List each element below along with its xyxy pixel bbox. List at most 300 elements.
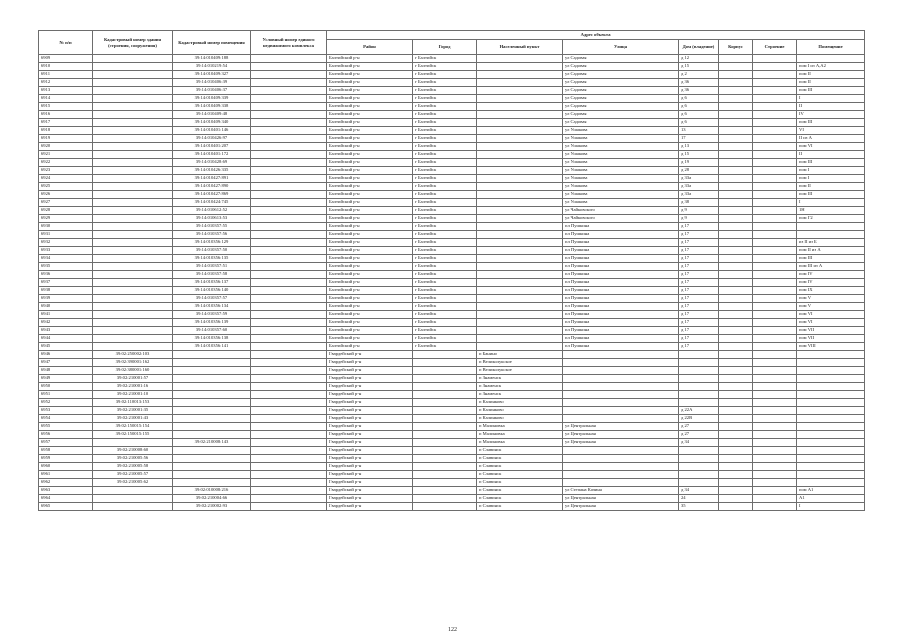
cell-dom: д 17: [679, 287, 719, 295]
cell-num: 6950: [39, 383, 93, 391]
cell-kad-building: [93, 343, 173, 351]
cell-korpus: [719, 439, 753, 447]
cell-gorod: г Балтийск: [413, 255, 477, 263]
cell-pomeshchenie: пом I из А,А2: [797, 63, 865, 71]
cell-num: 6916: [39, 111, 93, 119]
cell-kad-room: 39:14:010401:146: [173, 127, 251, 135]
cell-num: 6956: [39, 431, 93, 439]
cell-cond-complex: [251, 407, 327, 415]
cell-cond-complex: [251, 431, 327, 439]
cell-stroenie: [753, 159, 797, 167]
cell-korpus: [719, 215, 753, 223]
cell-korpus: [719, 143, 753, 151]
cell-ulitsa: пл Пушкина: [563, 295, 679, 303]
cell-kad-building: 39:02:210005:58: [93, 463, 173, 471]
cell-korpus: [719, 343, 753, 351]
cell-pomeshchenie: пом III из А: [797, 263, 865, 271]
cell-rayon: Гвардейский р-н: [327, 463, 413, 471]
cell-rayon: Балтийский р-н: [327, 207, 413, 215]
cell-korpus: [719, 127, 753, 135]
cell-np: п Славинск: [477, 463, 563, 471]
cell-ulitsa: пл Пушкина: [563, 287, 679, 295]
cell-pomeshchenie: [797, 375, 865, 383]
cell-np: п Знаменск: [477, 391, 563, 399]
cell-kad-room: 39:14:010357:60: [173, 327, 251, 335]
cell-rayon: Балтийский р-н: [327, 71, 413, 79]
cell-kad-building: [93, 191, 173, 199]
cell-np: п Великолукское: [477, 367, 563, 375]
table-row: [39, 71, 865, 79]
cell-rayon: Балтийский р-н: [327, 63, 413, 71]
cell-ulitsa: пл Пушкина: [563, 335, 679, 343]
cell-num: 6933: [39, 247, 93, 255]
cell-pomeshchenie: [797, 383, 865, 391]
cell-np: п Великолукское: [477, 359, 563, 367]
header-ulitsa: Улица: [563, 40, 679, 55]
cell-ulitsa: ул Ушакова: [563, 127, 679, 135]
cell-dom: д 17: [679, 223, 719, 231]
cell-ulitsa: ул Ушакова: [563, 183, 679, 191]
cell-korpus: [719, 199, 753, 207]
cell-ulitsa: пл Пушкина: [563, 279, 679, 287]
cell-korpus: [719, 423, 753, 431]
cell-dom: д 36: [679, 79, 719, 87]
table-row: [39, 367, 865, 375]
header-pomeshchenie: Помещение: [797, 40, 865, 55]
cell-ulitsa: ул Центральная: [563, 503, 679, 511]
table-row: [39, 423, 865, 431]
cell-rayon: Гвардейский р-н: [327, 455, 413, 463]
cell-cond-complex: [251, 159, 327, 167]
cell-rayon: Балтийский р-н: [327, 183, 413, 191]
cell-rayon: Балтийский р-н: [327, 303, 413, 311]
cell-num: 6939: [39, 295, 93, 303]
cell-ulitsa: ул Ушакова: [563, 135, 679, 143]
cell-ulitsa: [563, 359, 679, 367]
cell-kad-room: 39:02:210002:93: [173, 503, 251, 511]
cell-kad-room: [173, 479, 251, 487]
cell-kad-room: 39:14:010357:58: [173, 271, 251, 279]
cell-gorod: г Балтийск: [413, 199, 477, 207]
cell-dom: д 34: [679, 439, 719, 447]
cell-dom: [679, 471, 719, 479]
cell-ulitsa: [563, 479, 679, 487]
cell-dom: [679, 367, 719, 375]
cell-np: [477, 175, 563, 183]
cell-korpus: [719, 455, 753, 463]
cell-korpus: [719, 55, 753, 63]
cell-stroenie: [753, 151, 797, 159]
cell-dom: д 33а: [679, 191, 719, 199]
cell-gorod: г Балтийск: [413, 175, 477, 183]
cell-kad-room: 39:14:010428:69: [173, 159, 251, 167]
cell-gorod: [413, 463, 477, 471]
table-row: [39, 303, 865, 311]
cell-korpus: [719, 119, 753, 127]
cell-cond-complex: [251, 295, 327, 303]
cell-kad-building: [93, 151, 173, 159]
cell-stroenie: [753, 71, 797, 79]
cell-num: 6938: [39, 287, 93, 295]
cell-num: 6921: [39, 151, 93, 159]
cell-stroenie: [753, 119, 797, 127]
cell-np: [477, 263, 563, 271]
table-row: [39, 231, 865, 239]
cell-gorod: [413, 391, 477, 399]
cell-kad-building: [93, 495, 173, 503]
cell-cond-complex: [251, 375, 327, 383]
cell-gorod: г Балтийск: [413, 111, 477, 119]
cell-kad-room: 39:02:010008:216: [173, 487, 251, 495]
cell-dom: д 36: [679, 87, 719, 95]
cell-cond-complex: [251, 87, 327, 95]
cell-korpus: [719, 279, 753, 287]
cell-kad-building: [93, 311, 173, 319]
header-dom: Дом (владение): [679, 40, 719, 55]
cell-dom: д 27: [679, 431, 719, 439]
cell-num: 6931: [39, 231, 93, 239]
cell-dom: [679, 479, 719, 487]
cell-kad-building: [93, 71, 173, 79]
cell-np: [477, 231, 563, 239]
cell-korpus: [719, 79, 753, 87]
cell-np: п Славинск: [477, 487, 563, 495]
cell-gorod: г Балтийск: [413, 215, 477, 223]
cell-np: п Калинково: [477, 407, 563, 415]
cell-rayon: Гвардейский р-н: [327, 503, 413, 511]
cell-dom: д 17: [679, 335, 719, 343]
cell-stroenie: [753, 143, 797, 151]
cell-pomeshchenie: [797, 223, 865, 231]
cell-rayon: Гвардейский р-н: [327, 447, 413, 455]
cell-rayon: Гвардейский р-н: [327, 351, 413, 359]
cell-cond-complex: [251, 215, 327, 223]
cell-cond-complex: [251, 495, 327, 503]
cell-ulitsa: ул Центральная: [563, 431, 679, 439]
cell-pomeshchenie: пом VI: [797, 311, 865, 319]
cell-kad-room: 39:14:010409:338: [173, 103, 251, 111]
cell-pomeshchenie: [797, 479, 865, 487]
cell-gorod: г Балтийск: [413, 127, 477, 135]
cell-kad-building: [93, 159, 173, 167]
cell-korpus: [719, 287, 753, 295]
cell-gorod: г Балтийск: [413, 135, 477, 143]
cell-pomeshchenie: пом VII: [797, 327, 865, 335]
cell-dom: 17: [679, 135, 719, 143]
cell-num: 6963: [39, 487, 93, 495]
cell-num: 6943: [39, 327, 93, 335]
cell-ulitsa: ул Центральная: [563, 423, 679, 431]
table-row: [39, 335, 865, 343]
cell-rayon: Балтийский р-н: [327, 111, 413, 119]
cell-num: 6959: [39, 455, 93, 463]
cell-num: 6926: [39, 191, 93, 199]
cell-rayon: Балтийский р-н: [327, 231, 413, 239]
cell-pomeshchenie: [797, 55, 865, 63]
cell-kad-room: [173, 463, 251, 471]
table-row: [39, 455, 865, 463]
cell-num: 6953: [39, 407, 93, 415]
table-row: [39, 111, 865, 119]
cell-cond-complex: [251, 327, 327, 335]
cell-ulitsa: ул Чайковского: [563, 215, 679, 223]
cell-rayon: Гвардейский р-н: [327, 487, 413, 495]
cell-cond-complex: [251, 415, 327, 423]
cell-gorod: г Балтийск: [413, 239, 477, 247]
property-table: [38, 30, 865, 511]
cell-dom: [679, 383, 719, 391]
cell-pomeshchenie: [797, 431, 865, 439]
table-row: [39, 447, 865, 455]
cell-num: 6958: [39, 447, 93, 455]
cell-kad-room: [173, 455, 251, 463]
cell-stroenie: [753, 375, 797, 383]
cell-korpus: [719, 463, 753, 471]
cell-stroenie: [753, 447, 797, 455]
cell-stroenie: [753, 255, 797, 263]
cell-kad-room: 39:14:010357:59: [173, 311, 251, 319]
cell-kad-building: [93, 119, 173, 127]
cell-korpus: [719, 479, 753, 487]
cell-dom: д 17: [679, 279, 719, 287]
cell-korpus: [719, 263, 753, 271]
cell-gorod: г Балтийск: [413, 311, 477, 319]
cell-cond-complex: [251, 207, 327, 215]
header-cond-complex: Условный номер единого недвижимого комплекса: [251, 31, 327, 55]
cell-dom: д 6: [679, 95, 719, 103]
cell-np: п Славинск: [477, 495, 563, 503]
cell-stroenie: [753, 335, 797, 343]
cell-pomeshchenie: пом I: [797, 175, 865, 183]
cell-ulitsa: [563, 375, 679, 383]
cell-rayon: Балтийский р-н: [327, 287, 413, 295]
cell-gorod: г Балтийск: [413, 55, 477, 63]
cell-kad-building: [93, 135, 173, 143]
cell-stroenie: [753, 231, 797, 239]
cell-dom: [679, 359, 719, 367]
cell-kad-building: 39:02:210005:57: [93, 471, 173, 479]
cell-np: [477, 295, 563, 303]
cell-kad-room: 39:14:010409:340: [173, 119, 251, 127]
cell-cond-complex: [251, 479, 327, 487]
cell-kad-building: 39:02:210001:16: [93, 383, 173, 391]
cell-korpus: [719, 351, 753, 359]
cell-cond-complex: [251, 391, 327, 399]
table-row: [39, 199, 865, 207]
cell-num: 6928: [39, 207, 93, 215]
cell-korpus: [719, 95, 753, 103]
cell-dom: д 6: [679, 103, 719, 111]
cell-num: 6946: [39, 351, 93, 359]
cell-pomeshchenie: [797, 447, 865, 455]
cell-stroenie: [753, 87, 797, 95]
header-num: № п/п: [39, 31, 93, 55]
cell-gorod: г Балтийск: [413, 159, 477, 167]
cell-rayon: Балтийский р-н: [327, 159, 413, 167]
cell-kad-building: [93, 207, 173, 215]
cell-kad-building: [93, 327, 173, 335]
cell-dom: 35: [679, 503, 719, 511]
header-korpus: Корпус: [719, 40, 753, 55]
cell-dom: д 15: [679, 63, 719, 71]
cell-num: 6913: [39, 87, 93, 95]
cell-korpus: [719, 135, 753, 143]
cell-ulitsa: ул Садовая: [563, 55, 679, 63]
cell-rayon: Балтийский р-н: [327, 95, 413, 103]
cell-gorod: [413, 495, 477, 503]
cell-ulitsa: ул Садовая: [563, 119, 679, 127]
cell-gorod: г Балтийск: [413, 63, 477, 71]
cell-rayon: Гвардейский р-н: [327, 471, 413, 479]
cell-np: [477, 255, 563, 263]
cell-stroenie: [753, 479, 797, 487]
cell-cond-complex: [251, 351, 327, 359]
cell-korpus: [719, 391, 753, 399]
table-row: [39, 391, 865, 399]
cell-ulitsa: ул Садовая: [563, 111, 679, 119]
cell-rayon: Гвардейский р-н: [327, 375, 413, 383]
cell-np: [477, 127, 563, 135]
table-row: [39, 79, 865, 87]
table-row: [39, 135, 865, 143]
cell-rayon: Балтийский р-н: [327, 247, 413, 255]
cell-kad-building: 39:02:210008:60: [93, 447, 173, 455]
cell-rayon: Балтийский р-н: [327, 175, 413, 183]
table-row: [39, 223, 865, 231]
cell-kad-room: [173, 471, 251, 479]
cell-pomeshchenie: II: [797, 151, 865, 159]
table-row: [39, 87, 865, 95]
cell-np: [477, 71, 563, 79]
cell-korpus: [719, 431, 753, 439]
cell-cond-complex: [251, 271, 327, 279]
cell-stroenie: [753, 487, 797, 495]
cell-cond-complex: [251, 231, 327, 239]
cell-dom: [679, 455, 719, 463]
cell-ulitsa: [563, 455, 679, 463]
cell-cond-complex: [251, 199, 327, 207]
cell-rayon: Балтийский р-н: [327, 191, 413, 199]
cell-stroenie: [753, 127, 797, 135]
header-rayon: Район: [327, 40, 413, 55]
cell-dom: [679, 463, 719, 471]
cell-cond-complex: [251, 239, 327, 247]
cell-np: [477, 111, 563, 119]
cell-ulitsa: [563, 383, 679, 391]
cell-rayon: Гвардейский р-н: [327, 367, 413, 375]
cell-pomeshchenie: [797, 399, 865, 407]
cell-dom: д 19: [679, 159, 719, 167]
cell-cond-complex: [251, 263, 327, 271]
cell-num: 6936: [39, 271, 93, 279]
cell-pomeshchenie: пом II из А: [797, 247, 865, 255]
cell-kad-building: [93, 255, 173, 263]
cell-kad-room: 39:14:010401:207: [173, 143, 251, 151]
cell-stroenie: [753, 263, 797, 271]
cell-cond-complex: [251, 343, 327, 351]
cell-kad-building: [93, 143, 173, 151]
cell-np: [477, 199, 563, 207]
cell-cond-complex: [251, 183, 327, 191]
cell-pomeshchenie: [797, 231, 865, 239]
cell-gorod: г Балтийск: [413, 87, 477, 95]
cell-dom: д 13: [679, 143, 719, 151]
cell-num: 6923: [39, 167, 93, 175]
cell-pomeshchenie: пом IV: [797, 279, 865, 287]
cell-num: 6962: [39, 479, 93, 487]
cell-ulitsa: [563, 447, 679, 455]
cell-dom: [679, 391, 719, 399]
table-row: [39, 151, 865, 159]
cell-korpus: [719, 103, 753, 111]
cell-kad-building: 39:02:210001:10: [93, 391, 173, 399]
cell-korpus: [719, 295, 753, 303]
cell-cond-complex: [251, 151, 327, 159]
cell-kad-building: [93, 55, 173, 63]
table-row: [39, 439, 865, 447]
table-row: [39, 311, 865, 319]
cell-kad-room: 39:14:010426:335: [173, 167, 251, 175]
cell-pomeshchenie: [797, 423, 865, 431]
table-row: [39, 175, 865, 183]
header-gorod: Город: [413, 40, 477, 55]
table-row: [39, 359, 865, 367]
cell-stroenie: [753, 463, 797, 471]
cell-korpus: [719, 207, 753, 215]
cell-rayon: Гвардейский р-н: [327, 479, 413, 487]
cell-stroenie: [753, 415, 797, 423]
cell-kad-room: 39:14:010356:138: [173, 335, 251, 343]
cell-rayon: Балтийский р-н: [327, 167, 413, 175]
cell-ulitsa: ул Садовая: [563, 87, 679, 95]
cell-kad-building: [93, 487, 173, 495]
cell-ulitsa: [563, 407, 679, 415]
cell-num: 6917: [39, 119, 93, 127]
cell-pomeshchenie: из II из Б: [797, 239, 865, 247]
cell-dom: д 22В: [679, 415, 719, 423]
cell-num: 6945: [39, 343, 93, 351]
cell-dom: [679, 447, 719, 455]
cell-np: [477, 159, 563, 167]
cell-pomeshchenie: пом А1: [797, 487, 865, 495]
cell-dom: д 17: [679, 239, 719, 247]
cell-cond-complex: [251, 55, 327, 63]
cell-cond-complex: [251, 127, 327, 135]
table-row: [39, 343, 865, 351]
table-row: [39, 415, 865, 423]
cell-stroenie: [753, 455, 797, 463]
cell-num: 6955: [39, 423, 93, 431]
cell-stroenie: [753, 199, 797, 207]
cell-np: п Знаменск: [477, 383, 563, 391]
table-row: [39, 279, 865, 287]
table-row: [39, 383, 865, 391]
cell-rayon: Гвардейский р-н: [327, 383, 413, 391]
cell-stroenie: [753, 383, 797, 391]
cell-pomeshchenie: пом I: [797, 167, 865, 175]
cell-korpus: [719, 223, 753, 231]
cell-stroenie: [753, 215, 797, 223]
table-row: [39, 375, 865, 383]
table-row: [39, 215, 865, 223]
cell-cond-complex: [251, 303, 327, 311]
cell-kad-room: 39:02:210008:143: [173, 439, 251, 447]
cell-pomeshchenie: [797, 407, 865, 415]
cell-pomeshchenie: пом IX: [797, 287, 865, 295]
table-row: [39, 487, 865, 495]
cell-korpus: [719, 383, 753, 391]
cell-korpus: [719, 319, 753, 327]
